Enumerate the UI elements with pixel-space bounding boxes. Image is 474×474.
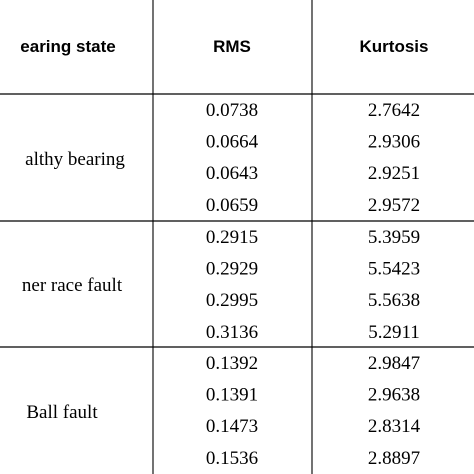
rms-cell: 0.2915 bbox=[205, 227, 259, 248]
kurtosis-cell: 5.5423 bbox=[367, 258, 421, 280]
rms-cell: 0.0738 bbox=[205, 100, 259, 121]
kurtosis-cell: 2.7642 bbox=[367, 100, 421, 121]
rms-cell: 0.1536 bbox=[205, 447, 259, 469]
header-rms: RMS bbox=[213, 37, 251, 56]
kurtosis-cell: 2.9251 bbox=[367, 163, 421, 185]
rms-cell: 0.2929 bbox=[205, 258, 259, 280]
kurtosis-cell: 2.9572 bbox=[367, 194, 421, 216]
kurtosis-cell: 5.3959 bbox=[367, 227, 421, 248]
rms-cell: 0.1392 bbox=[205, 353, 259, 374]
table-cells bbox=[206, 100, 421, 469]
rms-cell: 0.1391 bbox=[205, 384, 259, 406]
kurtosis-cell: 2.9847 bbox=[367, 353, 421, 374]
group-label-healthy: althy bearing bbox=[25, 149, 125, 170]
rms-cell: 0.1473 bbox=[205, 416, 259, 438]
kurtosis-cell: 2.9306 bbox=[367, 131, 421, 153]
kurtosis-cell: 2.8897 bbox=[367, 447, 421, 469]
rms-cell: 0.2995 bbox=[205, 290, 259, 312]
kurtosis-cell: 5.2911 bbox=[368, 321, 420, 343]
group-label-ball: Ball fault bbox=[26, 402, 98, 423]
rms-cell: 0.3136 bbox=[205, 321, 259, 343]
group-label-inner-race: ner race fault bbox=[21, 275, 123, 296]
rms-cell: 0.0659 bbox=[205, 194, 259, 216]
rms-cell: 0.0664 bbox=[205, 131, 259, 153]
header-bearing-state: earing state bbox=[20, 37, 116, 56]
kurtosis-cell: 5.5638 bbox=[367, 290, 421, 312]
header-kurtosis: Kurtosis bbox=[359, 37, 429, 56]
kurtosis-cell: 2.8314 bbox=[367, 416, 421, 438]
rms-cell: 0.0643 bbox=[205, 163, 259, 185]
kurtosis-cell: 2.9638 bbox=[367, 384, 421, 406]
